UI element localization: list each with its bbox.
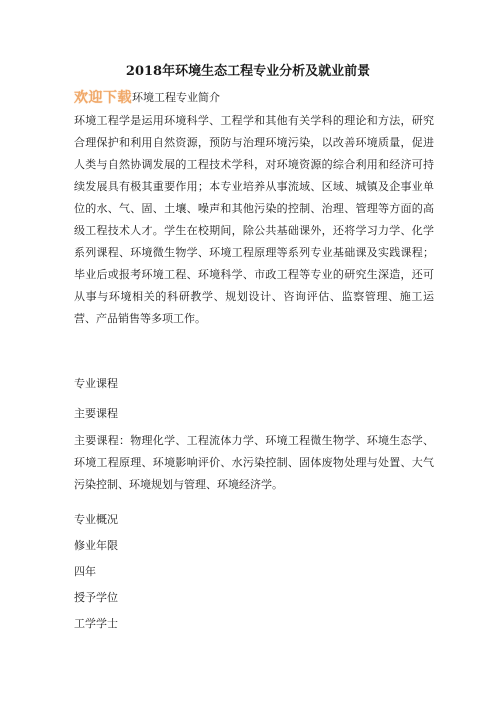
heading-main-courses: 主要课程: [74, 407, 118, 420]
document-title: 2018年环境生态工程专业分析及就业前景: [125, 64, 371, 79]
heading-professional-courses: 专业课程: [74, 377, 118, 390]
heading-overview: 专业概况: [74, 513, 118, 526]
paragraph-main-courses: 主要课程：物理化学、工程流体力学、环境工程微生物学、环境生态学、环境工程原理、环境影响评价、水污染控制、固体废物处理与处置、大气污染控制、环境规划与管理、环境经济学。: [74, 434, 434, 491]
heading-study-years: 修业年限: [74, 539, 118, 552]
value-study-years: 四年: [74, 565, 96, 578]
heading-degree: 授予学位: [74, 591, 118, 604]
watermark-download-logo: 欢迎下载: [74, 89, 132, 106]
value-degree: 工学学士: [74, 617, 118, 630]
section-heading-intro: 环境工程专业简介: [132, 90, 220, 104]
intro-heading-line: [74, 87, 220, 107]
paragraph-intro: 环境工程学是运用环境科学、工程学和其他有关学科的理论和方法，研究合理保护和利用自然资源，预防与治理环境污染，以改善环境质量，促进人类与自然协调发展的工程技术学科，对环境资源的综合利用和经济可持续发展具有极其重要作用；本专业培养从事流域、区域、城镇及企事业单位的水、气、固、土壤、噪声和其他污染的控制、治理、管理等方面的高级工程技术人才。学生在校期间，除公共基础课外，还将学习力学、化学系列课程、环境微生物学、环境工程原理等系列专业基础课及实践课程；毕业后或报考环境工程、环境科学、市政工程等专业的研究生深造，还可从事与环境相关的科研教学、规划设计、咨询评估、监察管理、施工运营、产品销售等多项工作。: [74, 114, 434, 325]
